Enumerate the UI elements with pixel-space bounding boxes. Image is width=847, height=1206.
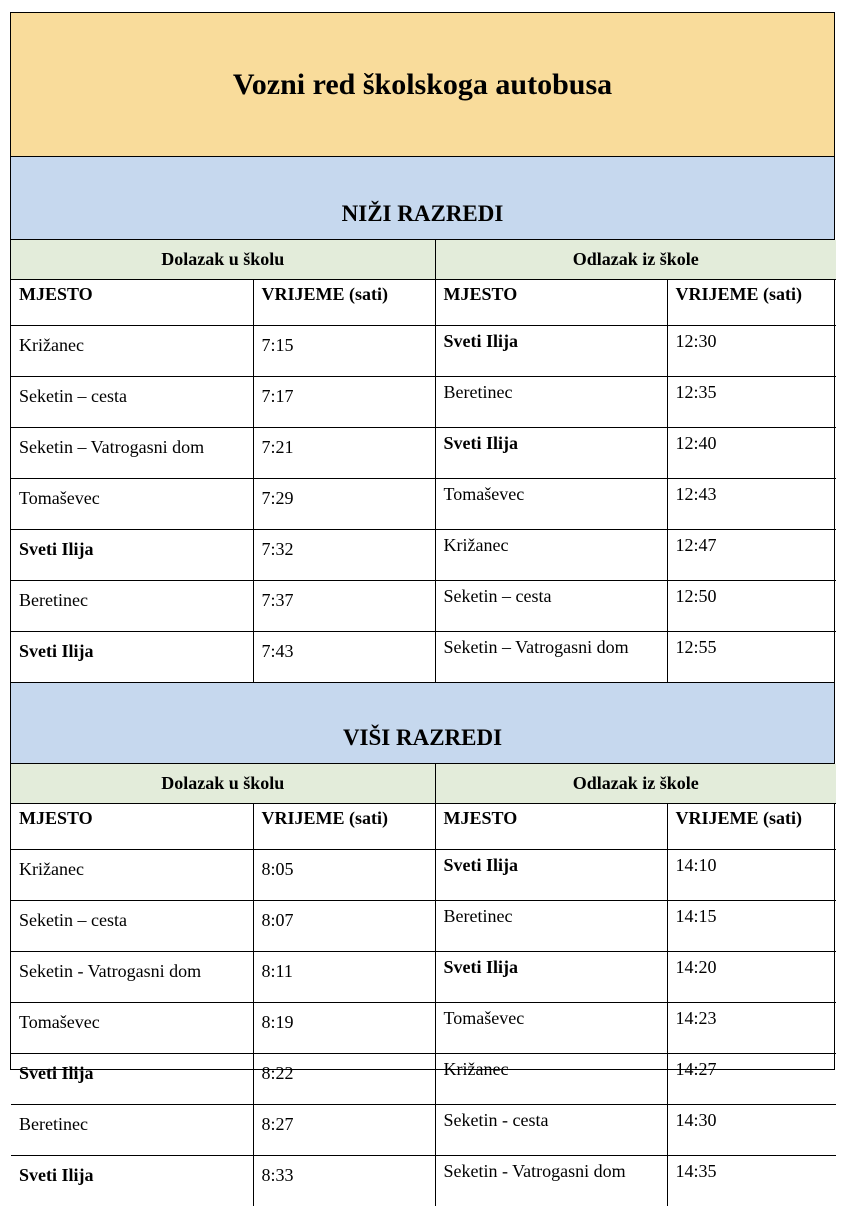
departure-place: Tomaševec	[435, 479, 667, 530]
arrival-place: Sveti Ilija	[11, 530, 253, 581]
departure-place: Sveti Ilija	[435, 326, 667, 377]
arrival-place: Seketin - Vatrogasni dom	[11, 952, 253, 1003]
table-row	[11, 479, 836, 530]
time-column-header: VRIJEME (sati)	[667, 280, 836, 326]
time-column-header: VRIJEME (sati)	[667, 804, 836, 850]
arrival-place: Seketin – Vatrogasni dom	[11, 428, 253, 479]
table-row	[11, 1105, 836, 1156]
title-band	[11, 13, 834, 157]
arrival-time: 7:15	[253, 326, 435, 377]
departure-place: Seketin - cesta	[435, 1105, 667, 1156]
table-row	[11, 377, 836, 428]
group-header-row	[11, 764, 836, 804]
departure-time: 12:50	[667, 581, 836, 632]
departure-header: Odlazak iz škole	[435, 240, 836, 280]
departure-place: Seketin – cesta	[435, 581, 667, 632]
section-header-1	[11, 682, 834, 764]
group-header-row	[11, 240, 836, 280]
departure-time: 14:20	[667, 952, 836, 1003]
departure-header: Odlazak iz škole	[435, 764, 836, 804]
arrival-place: Beretinec	[11, 1105, 253, 1156]
departure-time: 14:27	[667, 1054, 836, 1105]
arrival-time: 8:05	[253, 850, 435, 901]
departure-time: 12:35	[667, 377, 836, 428]
place-column-header: MJESTO	[435, 280, 667, 326]
arrival-time: 8:19	[253, 1003, 435, 1054]
section-title: VIŠI RAZREDI	[343, 725, 502, 751]
departure-time: 14:35	[667, 1156, 836, 1206]
section-title: NIŽI RAZREDI	[342, 201, 504, 227]
place-column-header: MJESTO	[11, 804, 253, 850]
place-column-header: MJESTO	[11, 280, 253, 326]
section-header-0	[11, 157, 834, 240]
arrival-place: Križanec	[11, 326, 253, 377]
table-row	[11, 1003, 836, 1054]
table-row	[11, 632, 836, 683]
arrival-place: Sveti Ilija	[11, 1156, 253, 1206]
arrival-header: Dolazak u školu	[11, 240, 435, 280]
departure-place: Sveti Ilija	[435, 952, 667, 1003]
arrival-time: 7:43	[253, 632, 435, 683]
arrival-time: 8:27	[253, 1105, 435, 1156]
table-row	[11, 850, 836, 901]
departure-time: 12:55	[667, 632, 836, 683]
arrival-place: Sveti Ilija	[11, 632, 253, 683]
timetable-sections	[11, 157, 834, 1206]
departure-time: 14:30	[667, 1105, 836, 1156]
arrival-time: 7:32	[253, 530, 435, 581]
table-row	[11, 428, 836, 479]
arrival-place: Beretinec	[11, 581, 253, 632]
arrival-place: Sveti Ilija	[11, 1054, 253, 1105]
departure-place: Seketin – Vatrogasni dom	[435, 632, 667, 683]
departure-place: Križanec	[435, 1054, 667, 1105]
departure-time: 12:43	[667, 479, 836, 530]
arrival-place: Seketin – cesta	[11, 377, 253, 428]
arrival-time: 8:33	[253, 1156, 435, 1206]
departure-time: 14:15	[667, 901, 836, 952]
arrival-place: Tomaševec	[11, 1003, 253, 1054]
departure-place: Seketin - Vatrogasni dom	[435, 1156, 667, 1206]
arrival-header: Dolazak u školu	[11, 764, 435, 804]
schedule-table	[11, 764, 836, 1206]
arrival-time: 7:37	[253, 581, 435, 632]
timetable-document	[10, 12, 835, 1070]
departure-place: Sveti Ilija	[435, 428, 667, 479]
departure-time: 12:30	[667, 326, 836, 377]
schedule-table	[11, 240, 836, 682]
table-row	[11, 1156, 836, 1206]
table-row	[11, 326, 836, 377]
arrival-place: Seketin – cesta	[11, 901, 253, 952]
arrival-time: 8:07	[253, 901, 435, 952]
table-row	[11, 581, 836, 632]
departure-time: 14:23	[667, 1003, 836, 1054]
place-column-header: MJESTO	[435, 804, 667, 850]
table-row	[11, 1054, 836, 1105]
departure-place: Tomaševec	[435, 1003, 667, 1054]
arrival-place: Križanec	[11, 850, 253, 901]
arrival-time: 7:21	[253, 428, 435, 479]
arrival-time: 7:17	[253, 377, 435, 428]
arrival-time: 8:11	[253, 952, 435, 1003]
column-header-row	[11, 280, 836, 326]
departure-time: 12:40	[667, 428, 836, 479]
departure-place: Sveti Ilija	[435, 850, 667, 901]
time-column-header: VRIJEME (sati)	[253, 280, 435, 326]
time-column-header: VRIJEME (sati)	[253, 804, 435, 850]
table-row	[11, 530, 836, 581]
page-title: Vozni red školskoga autobusa	[233, 68, 612, 102]
departure-place: Beretinec	[435, 901, 667, 952]
table-row	[11, 901, 836, 952]
departure-time: 14:10	[667, 850, 836, 901]
arrival-time: 7:29	[253, 479, 435, 530]
departure-time: 12:47	[667, 530, 836, 581]
arrival-place: Tomaševec	[11, 479, 253, 530]
departure-place: Beretinec	[435, 377, 667, 428]
table-row	[11, 952, 836, 1003]
arrival-time: 8:22	[253, 1054, 435, 1105]
departure-place: Križanec	[435, 530, 667, 581]
column-header-row	[11, 804, 836, 850]
